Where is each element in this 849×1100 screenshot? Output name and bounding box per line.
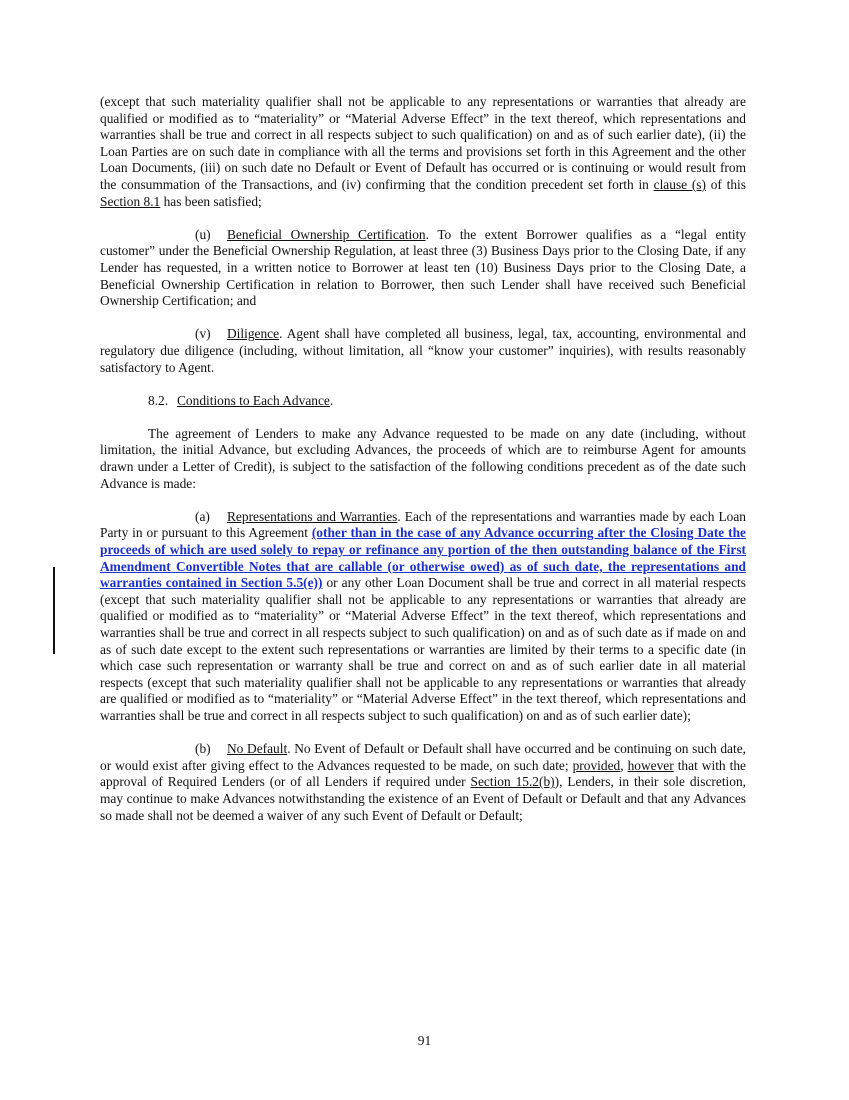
inserted-text: (other than in the case of any Advance occurring after the Closing Date the proceeds of which are used solely to repay or refinance any portion of the then outstanding balance of the First Amendment Convertible Notes that are callable (or otherwise owed) as of such date, the representations and warranties contained in [100,525,746,591]
paragraph-a [100,509,746,725]
paragraph-text: (except that such materiality qualifier shall not be applicable to any representations or warranties that already are qualified or modified as to “materiality” or “Material Adverse Effect” in the text thereof, which representations and warranties shall be true and correct in all respects subject to such qualification) on and as of such earlier date), (ii) the Loan Parties are on such date in compliance with all the terms and provisions set forth in this Agreement and the other Loan Documents, (iii) on such date no Default or Event of Default has occurred or is continuing or would result from the consummation of the Transactions, and (iv) confirming that the condition precedent set forth in [100,94,746,192]
paragraph-b [100,741,746,824]
section-title: Conditions to Each Advance [177,392,330,408]
section-title-period: . [329,392,334,408]
section-reference: Section 8.1 [100,193,161,209]
paragraph-text: . No Event of Default or Default shall have occurred and be continuing on such date, or would exist after giving effect to the Advances requested to be made, on such date; [100,741,746,773]
clause-reference: clause (s) [653,176,706,192]
item-heading: No Default [227,741,288,757]
item-heading: Representations and Warranties [227,508,398,524]
however-term: however [627,757,674,773]
paragraph-text: or any other Loan Document shall be true and correct in all material respects (except that such materiality qualifier shall not be applicable to any representations or warranties that already are qualified or modified as to “materiality” or “Material Adverse Effect” in the text thereof, which representations and warranties shall be true and correct in all respects subject to such qualification) on and as of such date as if made on and as of such date except to the extent such representations or warranties are limited by their terms to a specific date (in which case such representation or warranty shall be true and correct on and as of such earlier date in all material respects (except that such materiality qualifier shall not be applicable to any representations or warranties that already are qualified or modified as to “materiality” or “Material Adverse Effect” in the text thereof, which representations and warranties shall be true and correct in all respects subject to such qualification) on and as of such earlier date); [100,575,746,723]
item-number: (a) [195,508,210,524]
section-number: 8.2. [148,392,169,408]
item-number: (u) [195,226,211,242]
paragraph-text: . Agent shall have completed all business, legal, tax, accounting, environmental and regulatory due diligence (including, without limitation, all “know your customer” inquiries), with results reasonably satisfactory to Agent. [100,326,746,375]
paragraph-u [100,227,746,310]
page-number: 91 [417,1033,432,1048]
paragraph-text: . To the extent Borrower qualifies as a “legal entity customer” under the Beneficial Ownership Regulation, at least three (3) Business Days prior to the Closing Date, if any Lender has requested, in a written notice to Borrower at least ten (10) Business Days prior to the Closing Date, a Beneficial Ownership Certification in relation to Borrower, then such Lender shall have received such Beneficial Ownership Certification; and [100,226,746,309]
paragraph-v [100,326,746,376]
document-page [100,94,746,824]
section-heading-8-2 [100,393,746,410]
paragraph-intro: The agreement of Lenders to make any Advance requested to be made on any date (including, without limitation, the initial Advance, but excluding Advances, the proceeds of which are to reimburse Agent for amounts drawn under a Letter of Credit), is subject to the satisfaction of the following conditions precedent as of the date such Advance is made: [100,425,746,491]
item-number: (v) [195,326,211,342]
paragraph-text: ), Lenders, in their sole discretion, may continue to make Advances notwithstanding the existence of an Event of Default or Default and that any Advances so made shall not be deemed a waiver of any such Event of Default or Default; [100,774,747,823]
change-bar [53,567,55,654]
paragraph-text: has been satisfied; [160,193,262,209]
item-heading: Diligence [227,326,280,342]
section-reference: Section 15.2(b) [470,774,555,790]
punctuation: , [620,757,628,773]
inserted-section-reference: Section 5.5(e)) [240,575,323,591]
paragraph-text: of this [705,176,746,192]
paragraph-text: . Each of the representations and warranties made by each Loan Party in or pursuant to this Agreement [100,508,746,541]
item-heading: Beneficial Ownership Certification [227,226,426,242]
paragraph-t-continuation [100,94,746,210]
paragraph-text: that with the approval of Required Lenders (or of all Lenders if required under [100,757,746,790]
provided-term: provided [572,757,621,773]
item-number: (b) [195,741,211,757]
